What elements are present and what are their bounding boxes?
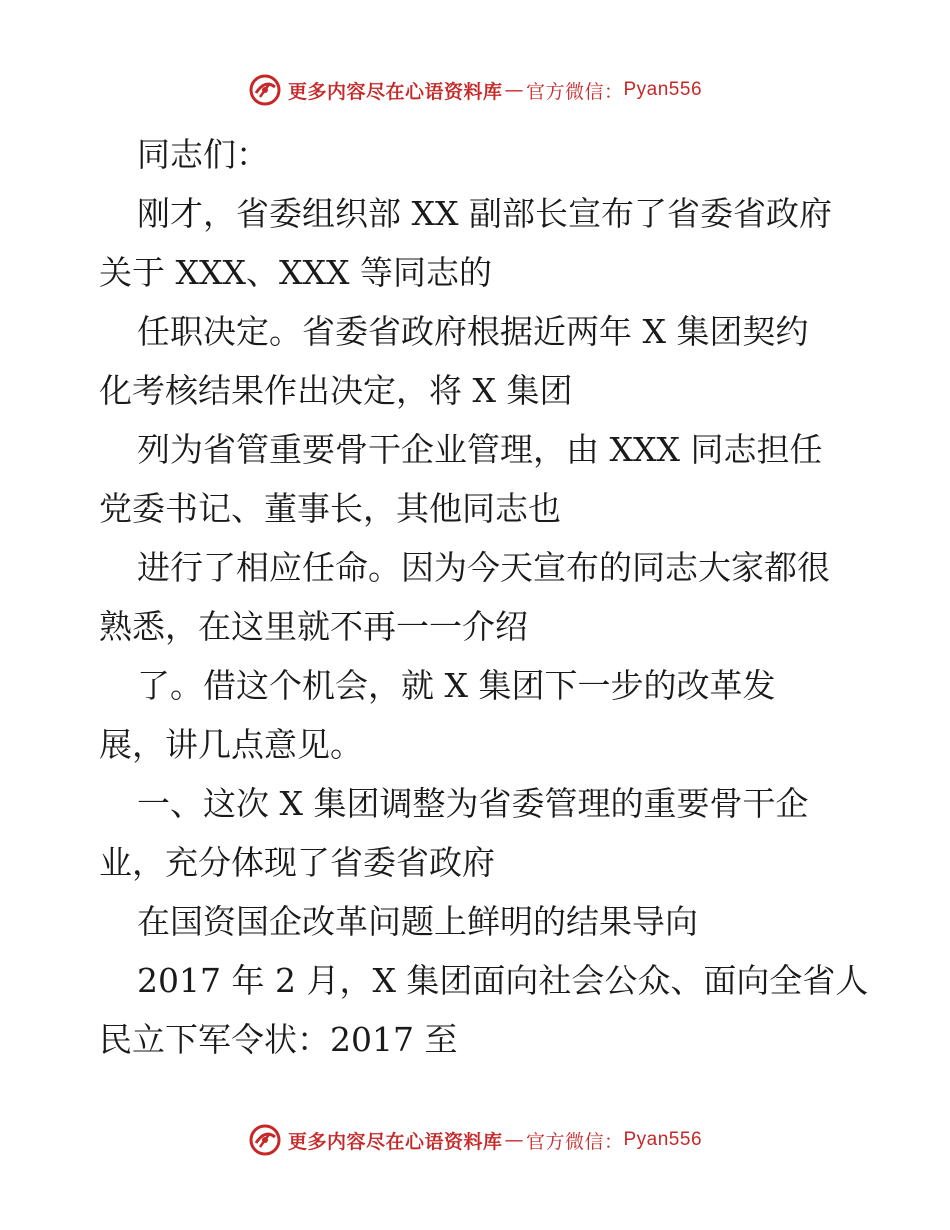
wechat-handle: Pyan556: [623, 79, 703, 100]
text-line: 业，充分体现了省委省政府: [99, 843, 495, 882]
text-line: 熟悉，在这里就不再一一介绍: [99, 607, 528, 646]
text-line: 列为省管重要骨干企业管理，由 XXX 同志担任: [137, 430, 823, 469]
header-banner: [0, 70, 950, 110]
text-line: 任职决定。省委省政府根据近两年 X 集团契约: [137, 312, 809, 351]
text-line: 化考核结果作出决定，将 X 集团: [99, 371, 573, 410]
text-line: 民立下军令状：2017 至: [99, 1020, 458, 1059]
brand-text: 更多内容尽在心语资料库: [287, 1130, 503, 1153]
text-line: 刚才，省委组织部 XX 副部长宣布了省委省政府: [137, 194, 832, 233]
speech-body: [99, 125, 869, 1069]
wechat-label: 官方微信：: [525, 80, 624, 103]
banner-dash: —: [504, 1129, 524, 1151]
text-line: 关于 XXX、XXX 等同志的: [99, 253, 492, 292]
text-line: 党委书记、董事长，其他同志也: [99, 489, 561, 528]
wechat-handle: Pyan556: [623, 1129, 703, 1150]
text-line: 了。借这个机会，就 X 集团下一步的改革发: [137, 666, 776, 705]
brand-text: 更多内容尽在心语资料库: [287, 80, 503, 103]
text-line: 一、这次 X 集团调整为省委管理的重要骨干企: [137, 784, 809, 823]
red-swirl-logo-icon: [248, 73, 282, 107]
text-line: 2017 年 2 月，X 集团面向社会公众、面向全省人: [137, 961, 869, 1000]
text-line: 在国资国企改革问题上鲜明的结果导向: [137, 902, 698, 941]
wechat-label: 官方微信：: [525, 1130, 624, 1153]
red-swirl-logo-icon: [248, 1123, 282, 1157]
text-line: 进行了相应任命。因为今天宣布的同志大家都很: [137, 548, 830, 587]
footer-banner: [0, 1120, 950, 1160]
text-line: 展，讲几点意见。: [99, 725, 363, 764]
banner-dash: —: [504, 79, 524, 101]
text-line: 同志们：: [137, 135, 269, 174]
